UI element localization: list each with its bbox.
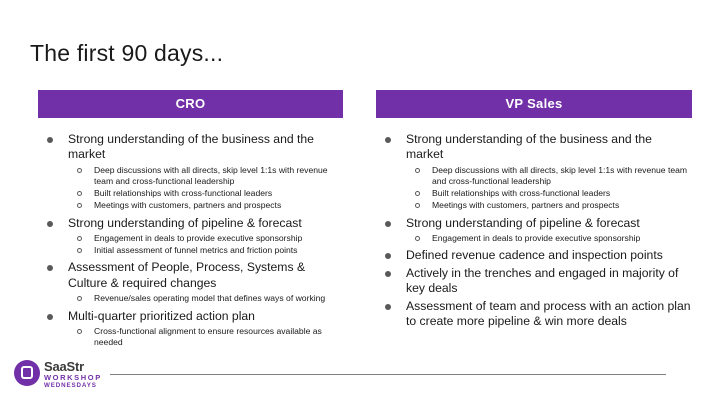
list-item (376, 299, 692, 330)
bullet-circle-icon (415, 203, 420, 208)
list-item (376, 266, 692, 297)
list-item-label: Assessment of team and process with an action plan to create more pipeline & win more deals (406, 298, 691, 329)
list-item (68, 200, 343, 211)
bullet-circle-icon (77, 191, 82, 196)
list-item (68, 326, 343, 348)
sub-bullet-list (406, 233, 692, 244)
list-item-label: Meetings with customers, partners and prospects (432, 200, 620, 211)
logo-wordmark: SaaStr (44, 359, 84, 374)
list-item-label: Built relationships with cross-functional leaders (432, 188, 611, 199)
list-item (68, 293, 343, 304)
column-cro (38, 90, 343, 352)
sub-bullet-list (68, 233, 343, 256)
list-item-label: Deep discussions with all directs, skip level 1:1s with revenue team and cross-functional leadership (94, 164, 328, 187)
bullet-dot-icon (385, 221, 391, 227)
bullet-dot-icon (47, 137, 53, 143)
bullet-circle-icon (415, 191, 420, 196)
bullet-circle-icon (77, 296, 82, 301)
bullet-circle-icon (415, 168, 420, 173)
saastr-logo-icon (14, 360, 40, 386)
list-item (376, 248, 692, 263)
logo-subtitle-wednesdays: WEDNESDAYS (44, 382, 97, 389)
bullet-circle-icon (77, 168, 82, 173)
list-item (38, 260, 343, 304)
list-item (68, 233, 343, 244)
bullet-dot-icon (385, 304, 391, 310)
list-item-label: Strong understanding of the business and the market (68, 132, 314, 162)
list-item-label: Actively in the trenches and engaged in majority of key deals (406, 265, 679, 296)
list-item (68, 245, 343, 256)
bullet-list-cro (38, 132, 343, 348)
sub-bullet-list (68, 326, 343, 348)
list-item-label: Defined revenue cadence and inspection points (406, 248, 663, 263)
list-item (68, 188, 343, 199)
logo-subtitle-workshop: WORKSHOP (44, 373, 102, 382)
list-item-label: Strong understanding of the business and the market (406, 132, 652, 162)
list-item-label: Initial assessment of funnel metrics and friction points (94, 245, 298, 256)
bullet-circle-icon (77, 236, 82, 241)
sub-bullet-list (406, 165, 692, 212)
column-header-cro: CRO (38, 90, 343, 118)
list-item-label: Revenue/sales operating model that defines ways of working (94, 293, 326, 304)
list-item-label: Engagement in deals to provide executive sponsorship (94, 233, 303, 244)
bullet-dot-icon (47, 221, 53, 227)
saastr-logo (14, 358, 106, 394)
bullet-list-vp-sales (376, 132, 692, 330)
list-item-label: Engagement in deals to provide executive sponsorship (432, 233, 641, 244)
list-item (406, 233, 692, 244)
bullet-circle-icon (415, 236, 420, 241)
list-item-label: Strong understanding of pipeline & forecast (406, 215, 640, 230)
list-item (38, 309, 343, 349)
bullet-dot-icon (385, 137, 391, 143)
list-item-label: Multi-quarter prioritized action plan (68, 308, 255, 323)
footer-divider (110, 374, 666, 375)
list-item-label: Built relationships with cross-functional leaders (94, 188, 273, 199)
bullet-dot-icon (385, 253, 391, 259)
sub-bullet-list (68, 165, 343, 212)
list-item (68, 165, 343, 187)
list-item (376, 216, 692, 245)
bullet-dot-icon (47, 265, 53, 271)
column-vp-sales (376, 90, 692, 332)
list-item (38, 216, 343, 257)
column-header-vp-sales: VP Sales (376, 90, 692, 118)
page-title: The first 90 days... (30, 40, 224, 66)
list-item (376, 132, 692, 212)
bullet-circle-icon (77, 248, 82, 253)
bullet-circle-icon (77, 329, 82, 334)
list-item-label: Cross-functional alignment to ensure resources available as needed (94, 326, 322, 348)
list-item-label: Strong understanding of pipeline & forecast (68, 215, 302, 230)
bullet-circle-icon (77, 203, 82, 208)
sub-bullet-list (68, 293, 343, 304)
list-item-label: Assessment of People, Process, Systems & Culture & required changes (68, 260, 306, 290)
list-item-label: Deep discussions with all directs, skip level 1:1s with revenue team and cross-functional leadership (432, 164, 688, 187)
list-item (38, 132, 343, 212)
list-item (406, 188, 692, 199)
list-item-label: Meetings with customers, partners and prospects (94, 200, 282, 211)
bullet-dot-icon (385, 271, 391, 277)
bullet-dot-icon (47, 314, 53, 320)
list-item (406, 200, 692, 211)
list-item (406, 165, 692, 187)
